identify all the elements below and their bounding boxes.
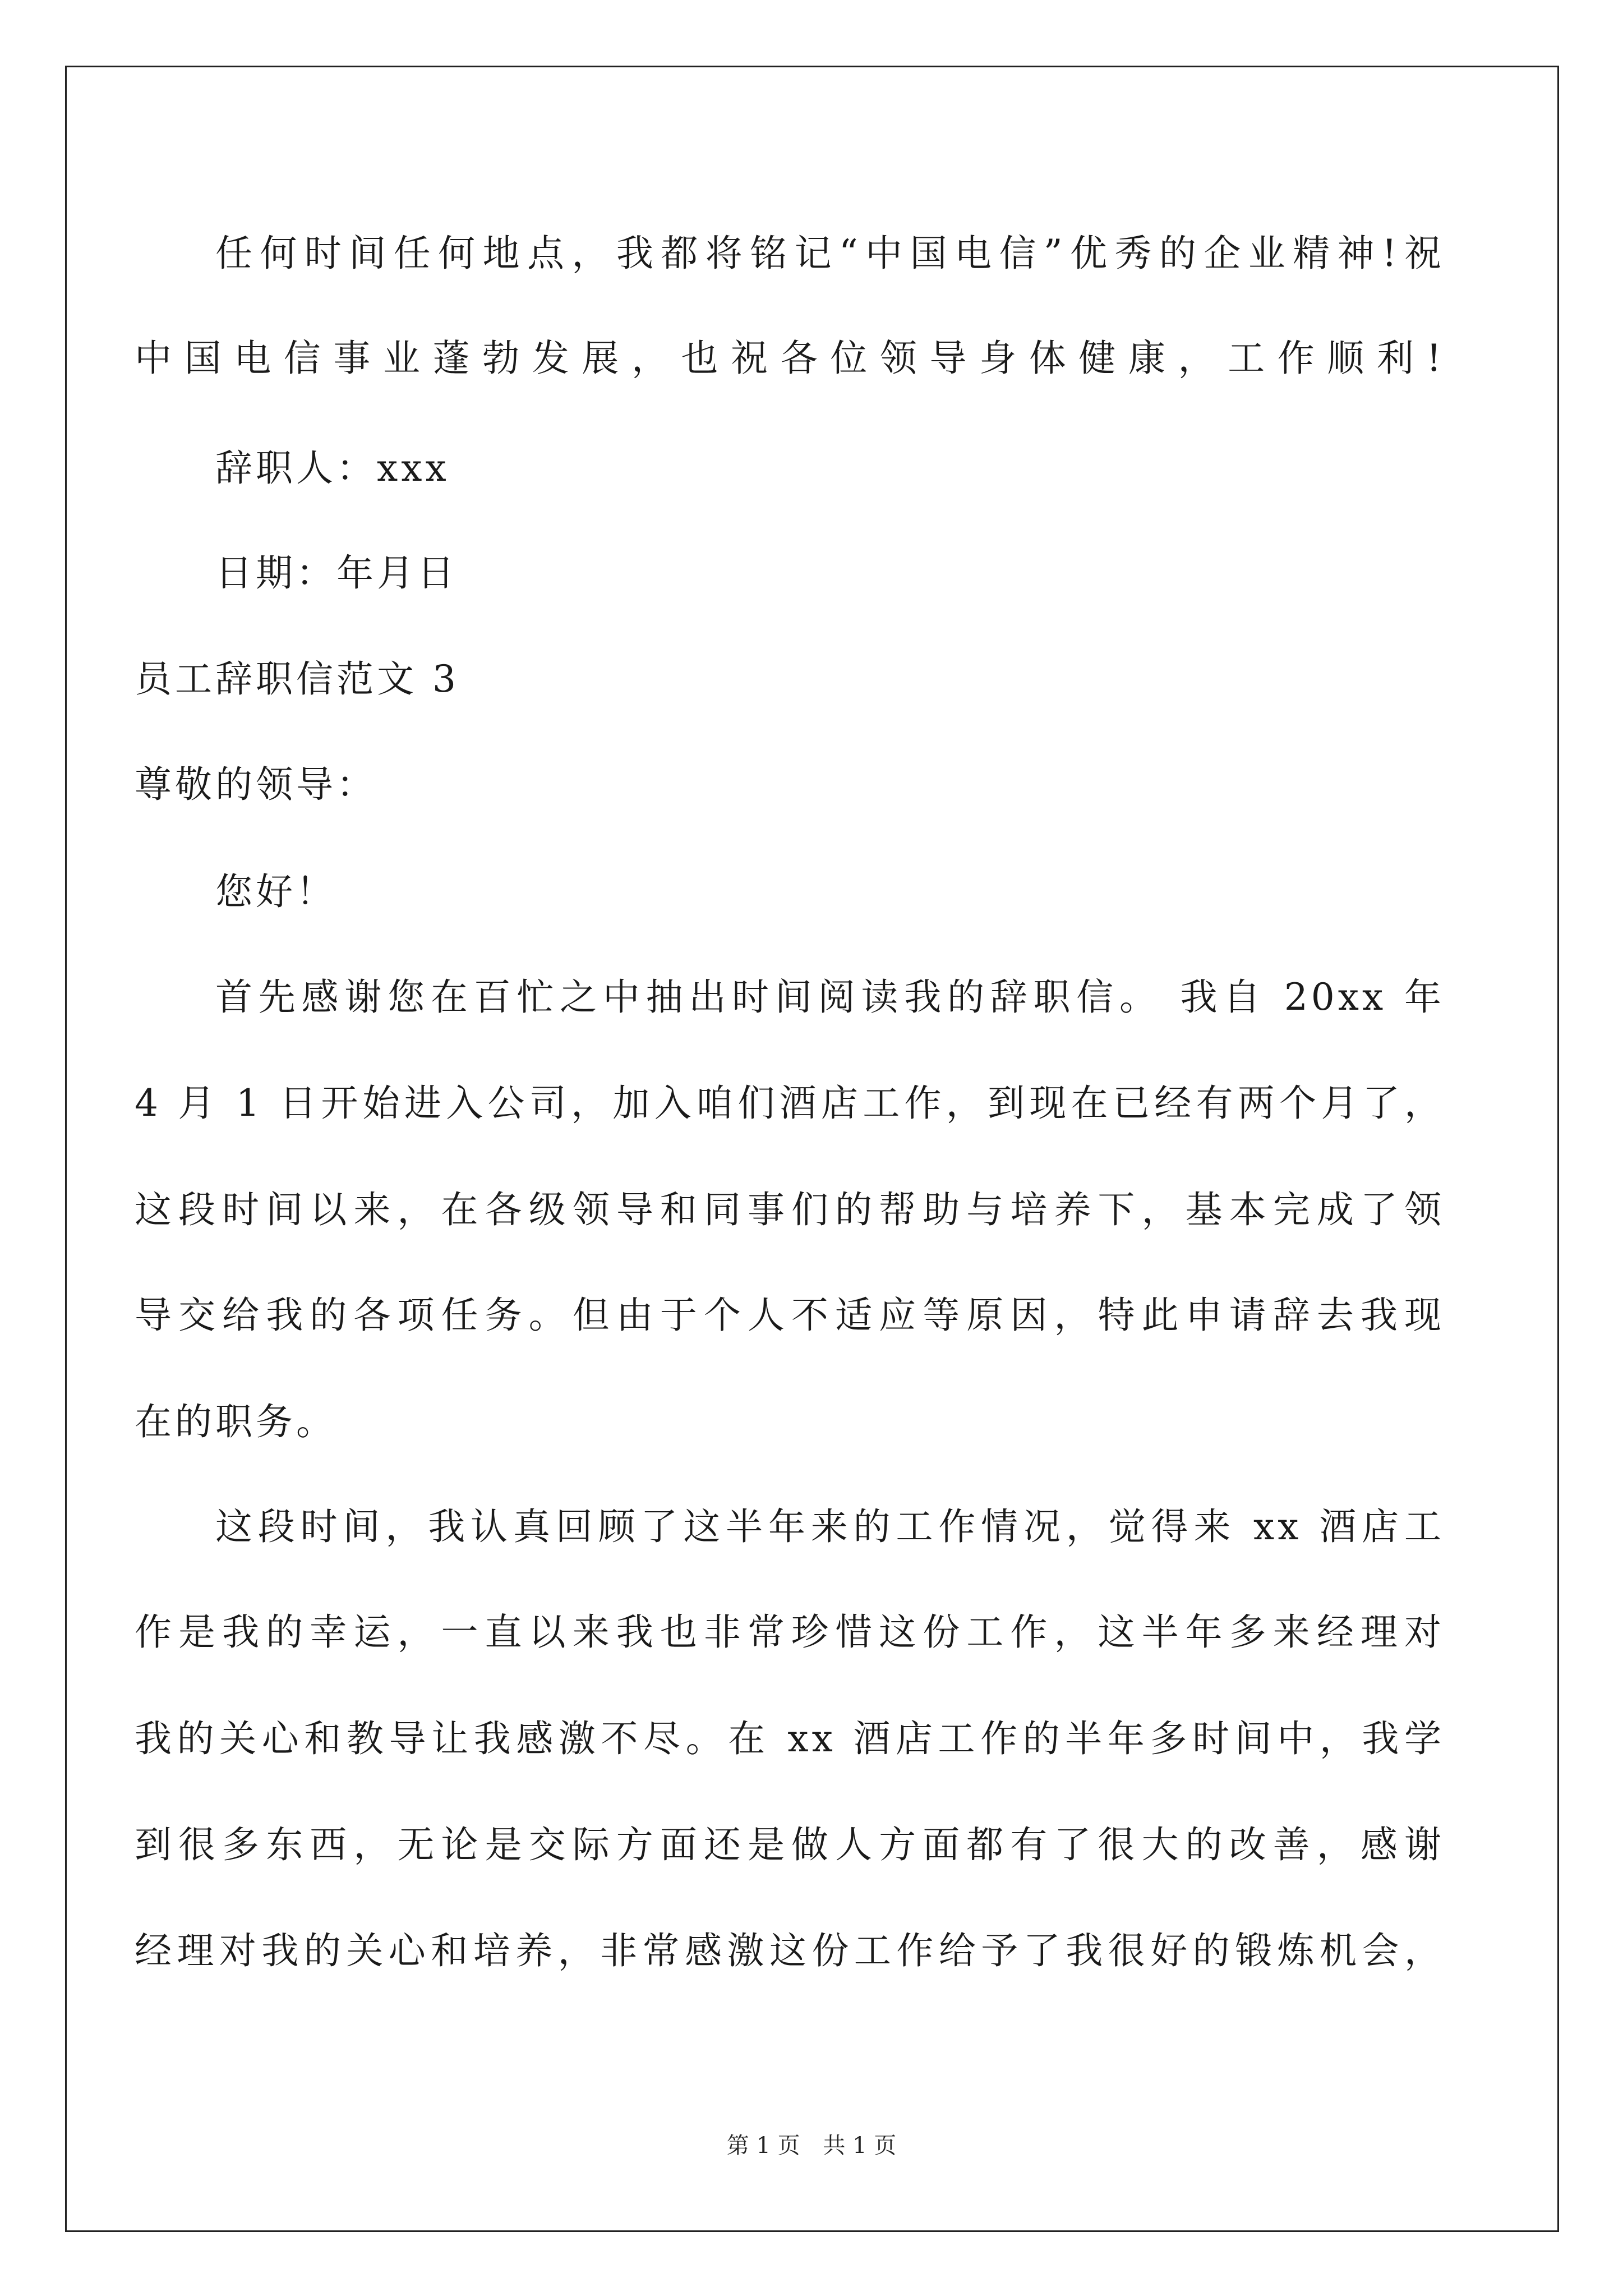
page-total: 共 1 页 bbox=[823, 2133, 897, 2159]
salutation: 尊敬的领导： bbox=[135, 763, 377, 806]
paragraph-line: 在的职务。 bbox=[135, 1400, 336, 1443]
paragraph-line: 这段时间以来，在各级领导和同事们的帮助与培养下，基本完成了领 bbox=[135, 1188, 1445, 1231]
signature-name: 辞职人：xxx bbox=[215, 447, 450, 490]
paragraph-line: 我的关心和教导让我感激不尽。在 xx 酒店工作的半年多时间中，我学 bbox=[135, 1717, 1445, 1760]
paragraph-line: 中国电信事业蓬勃发展，也祝各位领导身体健康，工作顺利! bbox=[135, 337, 1445, 380]
paragraph-line: 这段时间，我认真回顾了这半年来的工作情况，觉得来 xx 酒店工 bbox=[215, 1505, 1445, 1548]
page-footer bbox=[0, 2132, 1623, 2160]
paragraph-line: 到很多东西，无论是交际方面还是做人方面都有了很大的改善，感谢 bbox=[135, 1823, 1445, 1866]
paragraph-line: 作是我的幸运，一直以来我也非常珍惜这份工作，这半年多来经理对 bbox=[135, 1611, 1445, 1654]
paragraph-line: 经理对我的关心和培养，非常感激这份工作给予了我很好的锻炼机会， bbox=[135, 1929, 1445, 1972]
paragraph-line: 任何时间任何地点，我都将铭记“中国电信”优秀的企业精神!祝 bbox=[215, 232, 1445, 275]
paragraph-line: 4 月 1 日开始进入公司，加入咱们酒店工作，到现在已经有两个月了， bbox=[135, 1082, 1445, 1125]
paragraph-line: 导交给我的各项任务。但由于个人不适应等原因，特此申请辞去我现 bbox=[135, 1294, 1445, 1337]
paragraph-line: 首先感谢您在百忙之中抽出时间阅读我的辞职信。 我自 20xx 年 bbox=[215, 976, 1445, 1019]
greeting: 您好！ bbox=[215, 870, 336, 913]
section-title: 员工辞职信范文 3 bbox=[135, 657, 459, 701]
page-border bbox=[65, 66, 1559, 2232]
page-number: 第 1 页 bbox=[726, 2133, 800, 2159]
signature-date: 日期：年月日 bbox=[215, 551, 458, 595]
